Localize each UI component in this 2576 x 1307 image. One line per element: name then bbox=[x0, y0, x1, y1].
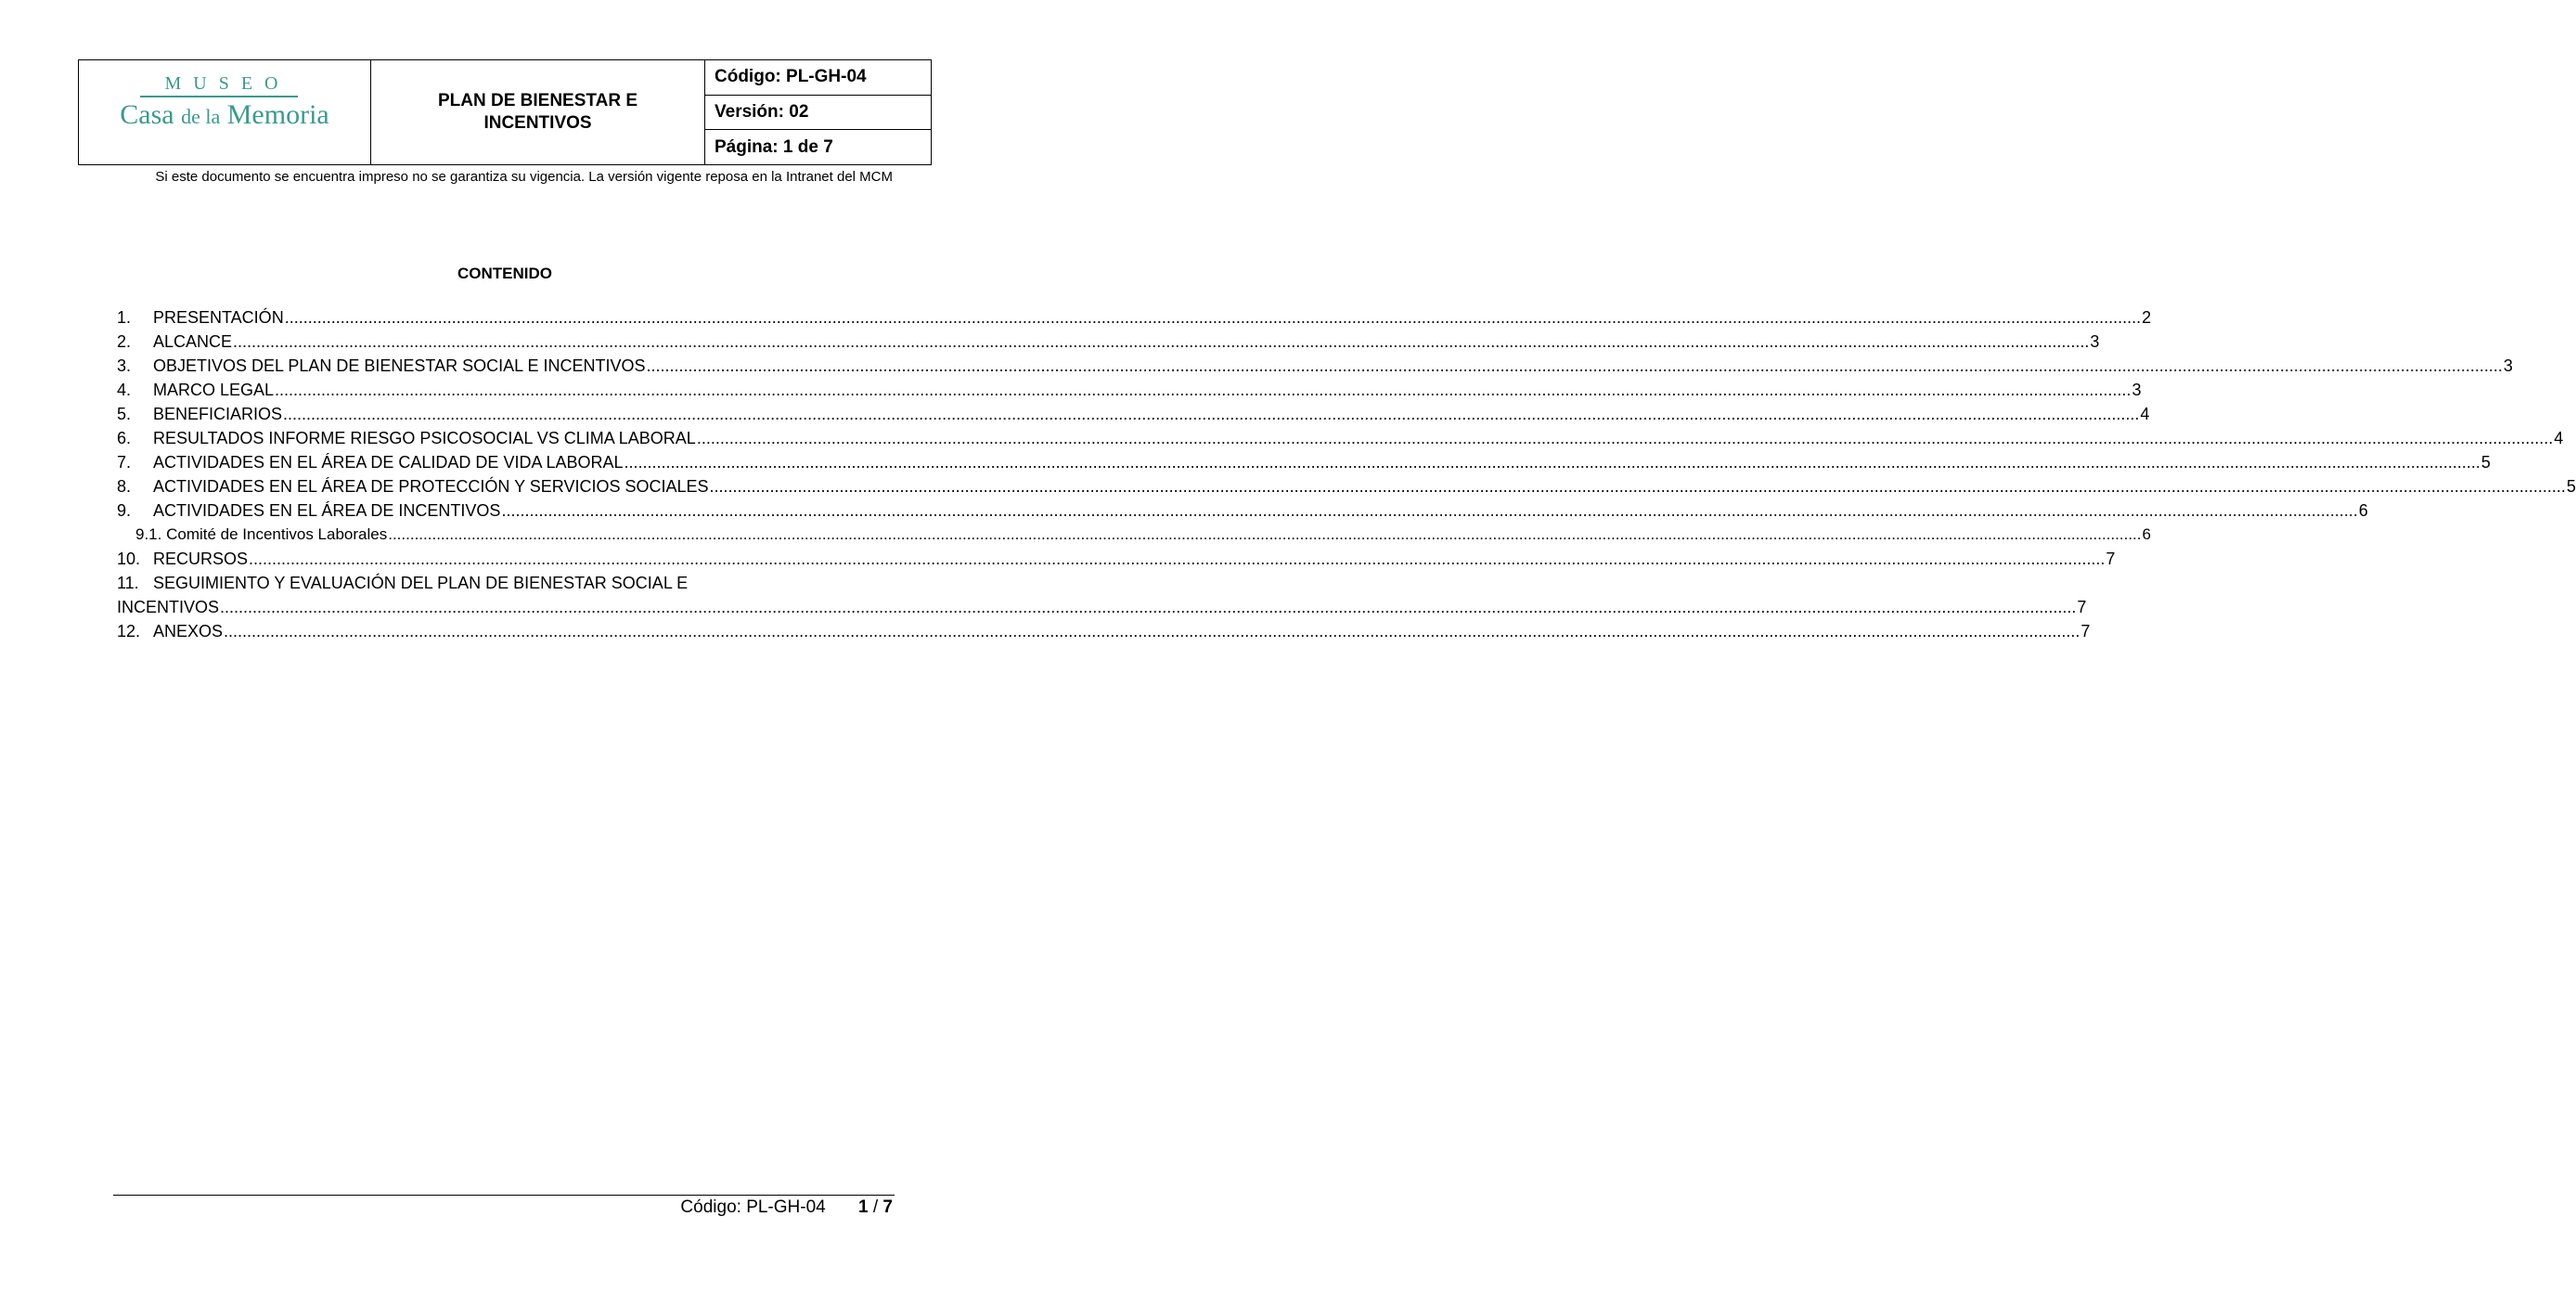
toc-leader: ................................................................................................................................................................................................................................................................................................................................................................................................................ bbox=[501, 501, 2358, 520]
toc-item[interactable]: 5. BENEFICIARIOS ................................................................................................................................................................................................................................................................................................................................................................................................................ 4 bbox=[117, 402, 844, 426]
museum-logo bbox=[79, 60, 371, 164]
table-of-contents bbox=[117, 305, 2576, 643]
toc-item[interactable]: 3. OBJETIVOS DEL PLAN DE BIENESTAR SOCIAL E INCENTIVOS ................................................................................................................................................................................................................................................................................................................................................................................................................ 3 bbox=[117, 354, 844, 378]
toc-leader: ................................................................................................................................................................................................................................................................................................................................................................................................................ bbox=[275, 381, 2132, 399]
page-footer bbox=[680, 1197, 893, 1219]
toc-item[interactable]: 2. ALCANCE ................................................................................................................................................................................................................................................................................................................................................................................................................ 3 bbox=[117, 330, 844, 354]
toc-item[interactable]: 1. PRESENTACIÓN ................................................................................................................................................................................................................................................................................................................................................................................................................ 2 bbox=[117, 305, 844, 330]
document-meta bbox=[705, 60, 931, 164]
toc-heading: CONTENIDO bbox=[457, 265, 552, 282]
toc-item[interactable]: 7. ACTIVIDADES EN EL ÁREA DE CALIDAD DE VIDA LABORAL ................................................................................................................................................................................................................................................................................................................................................................................................................ 5 bbox=[117, 450, 844, 474]
toc-leader: ................................................................................................................................................................................................................................................................................................................................................................................................................ bbox=[224, 622, 2080, 641]
toc-item[interactable]: 9. ACTIVIDADES EN EL ÁREA DE INCENTIVOS ................................................................................................................................................................................................................................................................................................................................................................................................................ 6 bbox=[117, 498, 844, 523]
toc-leader: ................................................................................................................................................................................................................................................................................................................................................................................................................ bbox=[696, 429, 2554, 447]
toc-item-line2[interactable]: INCENTIVOS ................................................................................................................................................................................................................................................................................................................................................................................................................ 7 bbox=[117, 595, 844, 619]
toc-leader: ................................................................................................................................................................................................................................................................................................................................................................................................................ bbox=[283, 405, 2140, 423]
document-page: Página: 1 de 7 bbox=[715, 136, 833, 157]
footer-page-number: 1 / 7 bbox=[858, 1197, 893, 1217]
logo-rule-top bbox=[140, 96, 298, 97]
document-title: PLAN DE BIENESTAR E INCENTIVOS bbox=[371, 60, 705, 164]
toc-leader: ................................................................................................................................................................................................................................................................................................................................................................................................................ bbox=[249, 550, 2106, 568]
toc-leader: ................................................................................................................................................................................................................................................................................................................................................................................................................ bbox=[709, 477, 2566, 496]
toc-leader: ................................................................................................................................................................................................................................................................................................................................................................................................................ bbox=[646, 356, 2503, 375]
toc-leader: ................................................................................................................................................................................................................................................................................................................................................................................................................ bbox=[233, 332, 2090, 351]
print-notice: Si este documento se encuentra impreso no se garantiza su vigencia. La versión vigente reposa en la Intranet del MCM bbox=[155, 169, 893, 185]
toc-item[interactable]: 6. RESULTADOS INFORME RIESGO PSICOSOCIAL VS CLIMA LABORAL ................................................................................................................................................................................................................................................................................................................................................................................................................ 4 bbox=[117, 426, 844, 450]
toc-item[interactable]: 8. ACTIVIDADES EN EL ÁREA DE PROTECCIÓN Y SERVICIOS SOCIALES ................................................................................................................................................................................................................................................................................................................................................................................................................ 5 bbox=[117, 474, 844, 498]
footer-code: Código: PL-GH-04 bbox=[680, 1197, 826, 1217]
document-version: Versión: 02 bbox=[705, 96, 931, 131]
toc-leader: ................................................................................................................................................................................................................................................................................................................................................................................................................ bbox=[388, 525, 2142, 543]
document-code: Código: PL-GH-04 bbox=[705, 60, 931, 96]
toc-item[interactable]: 4. MARCO LEGAL ................................................................................................................................................................................................................................................................................................................................................................................................................ 3 bbox=[117, 378, 844, 402]
toc-item-line1[interactable]: 11. SEGUIMIENTO Y EVALUACIÓN DEL PLAN DE BIENESTAR SOCIAL E bbox=[117, 574, 689, 592]
logo-museo-text: MUSEO bbox=[164, 73, 290, 94]
footer-rule bbox=[113, 1195, 895, 1196]
logo-casa-text: Casa de la Memoria bbox=[120, 99, 329, 130]
toc-leader: ................................................................................................................................................................................................................................................................................................................................................................................................................ bbox=[624, 453, 2480, 472]
toc-item[interactable]: 10. RECURSOS ................................................................................................................................................................................................................................................................................................................................................................................................................ 7 bbox=[117, 547, 844, 571]
document-header bbox=[78, 59, 932, 165]
toc-subitem[interactable]: 9.1. Comité de Incentivos Laborales ................................................................................................................................................................................................................................................................................................................................................................................................................ 6 bbox=[117, 523, 844, 547]
toc-item[interactable]: 12. ANEXOS ................................................................................................................................................................................................................................................................................................................................................................................................................ 7 bbox=[117, 619, 844, 643]
toc-leader: ................................................................................................................................................................................................................................................................................................................................................................................................................ bbox=[220, 598, 2077, 616]
toc-leader: ................................................................................................................................................................................................................................................................................................................................................................................................................ bbox=[284, 308, 2142, 327]
